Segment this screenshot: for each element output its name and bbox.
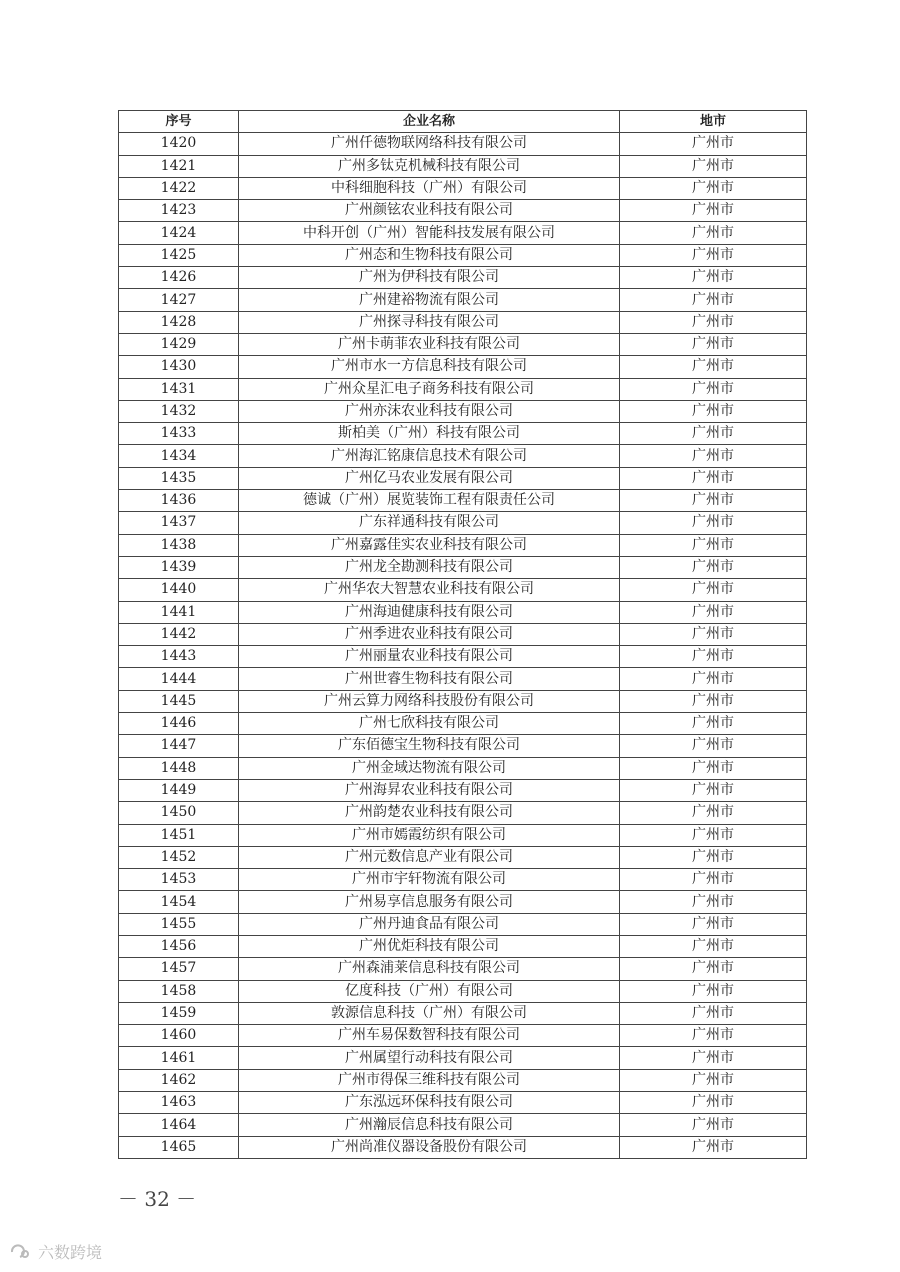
row-city: 广州市 (620, 512, 807, 534)
row-city: 广州市 (620, 222, 807, 244)
row-city: 广州市 (620, 802, 807, 824)
row-city: 广州市 (620, 289, 807, 311)
table-row (119, 1136, 807, 1158)
table-row (119, 177, 807, 199)
table-row (119, 311, 807, 333)
row-num: 1460 (119, 1025, 239, 1047)
row-company-name: 广州华农大智慧农业科技有限公司 (239, 579, 620, 601)
watermark-logo-icon (8, 1242, 32, 1262)
row-company-name: 广州云算力网络科技股份有限公司 (239, 690, 620, 712)
row-city: 广州市 (620, 1069, 807, 1091)
table-row (119, 980, 807, 1002)
row-company-name: 广州探寻科技有限公司 (239, 311, 620, 333)
row-num: 1423 (119, 200, 239, 222)
row-company-name: 广州元数信息产业有限公司 (239, 846, 620, 868)
row-num: 1428 (119, 311, 239, 333)
row-num: 1445 (119, 690, 239, 712)
row-num: 1444 (119, 668, 239, 690)
row-num: 1457 (119, 958, 239, 980)
row-company-name: 广州瀚辰信息科技有限公司 (239, 1114, 620, 1136)
row-city: 广州市 (620, 378, 807, 400)
row-city: 广州市 (620, 200, 807, 222)
row-city: 广州市 (620, 177, 807, 199)
row-city: 广州市 (620, 891, 807, 913)
table-row (119, 869, 807, 891)
row-city: 广州市 (620, 133, 807, 155)
row-num: 1449 (119, 779, 239, 801)
table-row (119, 289, 807, 311)
table-row (119, 1114, 807, 1136)
table-row (119, 1047, 807, 1069)
table-row (119, 490, 807, 512)
row-company-name: 德诚（广州）展览装饰工程有限责任公司 (239, 490, 620, 512)
row-city: 广州市 (620, 423, 807, 445)
row-city: 广州市 (620, 1114, 807, 1136)
row-city: 广州市 (620, 690, 807, 712)
row-company-name: 广东祥通科技有限公司 (239, 512, 620, 534)
page-number: － 32 － (118, 1187, 197, 1211)
table-row (119, 1092, 807, 1114)
row-city: 广州市 (620, 333, 807, 355)
table-row (119, 200, 807, 222)
header-name: 企业名称 (239, 111, 620, 133)
row-num: 1438 (119, 534, 239, 556)
row-company-name: 广州卡萌菲农业科技有限公司 (239, 333, 620, 355)
row-city: 广州市 (620, 913, 807, 935)
table-row (119, 601, 807, 623)
row-city: 广州市 (620, 155, 807, 177)
row-num: 1455 (119, 913, 239, 935)
table-row (119, 1025, 807, 1047)
row-city: 广州市 (620, 980, 807, 1002)
table-row (119, 846, 807, 868)
company-table (118, 110, 807, 1159)
row-num: 1420 (119, 133, 239, 155)
row-num: 1463 (119, 1092, 239, 1114)
row-city: 广州市 (620, 311, 807, 333)
row-city: 广州市 (620, 356, 807, 378)
row-city: 广州市 (620, 869, 807, 891)
row-company-name: 广州优炬科技有限公司 (239, 935, 620, 957)
row-company-name: 广州嘉露佳实农业科技有限公司 (239, 534, 620, 556)
table-row (119, 467, 807, 489)
row-num: 1441 (119, 601, 239, 623)
row-num: 1429 (119, 333, 239, 355)
row-num: 1443 (119, 646, 239, 668)
table-row (119, 646, 807, 668)
row-city: 广州市 (620, 824, 807, 846)
table-row (119, 1002, 807, 1024)
row-num: 1425 (119, 244, 239, 266)
row-company-name: 广州亦沫农业科技有限公司 (239, 400, 620, 422)
row-num: 1421 (119, 155, 239, 177)
row-city: 广州市 (620, 445, 807, 467)
row-city: 广州市 (620, 779, 807, 801)
row-company-name: 广州颜铉农业科技有限公司 (239, 200, 620, 222)
row-city: 广州市 (620, 267, 807, 289)
row-num: 1430 (119, 356, 239, 378)
row-num: 1424 (119, 222, 239, 244)
row-company-name: 广州海昇农业科技有限公司 (239, 779, 620, 801)
row-num: 1462 (119, 1069, 239, 1091)
row-company-name: 广州仟德物联网络科技有限公司 (239, 133, 620, 155)
row-num: 1434 (119, 445, 239, 467)
row-num: 1442 (119, 623, 239, 645)
row-num: 1465 (119, 1136, 239, 1158)
row-num: 1435 (119, 467, 239, 489)
table-row (119, 824, 807, 846)
row-company-name: 广州多钛克机械科技有限公司 (239, 155, 620, 177)
table-row (119, 690, 807, 712)
row-company-name: 广州为伊科技有限公司 (239, 267, 620, 289)
row-num: 1440 (119, 579, 239, 601)
row-city: 广州市 (620, 400, 807, 422)
row-city: 广州市 (620, 713, 807, 735)
table-header-row (119, 111, 807, 133)
row-city: 广州市 (620, 467, 807, 489)
table-row (119, 935, 807, 957)
table-row (119, 713, 807, 735)
table-row (119, 556, 807, 578)
table-row (119, 400, 807, 422)
row-company-name: 广州季进农业科技有限公司 (239, 623, 620, 645)
row-company-name: 广州世睿生物科技有限公司 (239, 668, 620, 690)
row-city: 广州市 (620, 601, 807, 623)
row-num: 1461 (119, 1047, 239, 1069)
table-row (119, 534, 807, 556)
row-company-name: 广州市嫣霞纺织有限公司 (239, 824, 620, 846)
table-row (119, 244, 807, 266)
row-company-name: 广州海迪健康科技有限公司 (239, 601, 620, 623)
table-row (119, 1069, 807, 1091)
row-city: 广州市 (620, 244, 807, 266)
row-city: 广州市 (620, 646, 807, 668)
row-company-name: 斯柏美（广州）科技有限公司 (239, 423, 620, 445)
table-row (119, 891, 807, 913)
row-city: 广州市 (620, 623, 807, 645)
table-row (119, 133, 807, 155)
row-company-name: 广州建裕物流有限公司 (239, 289, 620, 311)
row-num: 1453 (119, 869, 239, 891)
watermark-text: 六数跨境 (38, 1243, 103, 1262)
table-row (119, 757, 807, 779)
table-row (119, 623, 807, 645)
row-num: 1431 (119, 378, 239, 400)
table-row (119, 445, 807, 467)
row-num: 1433 (119, 423, 239, 445)
row-num: 1450 (119, 802, 239, 824)
table-row (119, 222, 807, 244)
row-city: 广州市 (620, 534, 807, 556)
row-company-name: 广州市宇轩物流有限公司 (239, 869, 620, 891)
row-city: 广州市 (620, 1092, 807, 1114)
table-row (119, 356, 807, 378)
row-company-name: 敦源信息科技（广州）有限公司 (239, 1002, 620, 1024)
row-company-name: 广州市得保三维科技有限公司 (239, 1069, 620, 1091)
row-num: 1426 (119, 267, 239, 289)
row-city: 广州市 (620, 1002, 807, 1024)
row-company-name: 广州车易保数智科技有限公司 (239, 1025, 620, 1047)
row-num: 1464 (119, 1114, 239, 1136)
row-company-name: 广州市水一方信息科技有限公司 (239, 356, 620, 378)
row-city: 广州市 (620, 735, 807, 757)
header-city: 地市 (620, 111, 807, 133)
row-city: 广州市 (620, 757, 807, 779)
table-body (119, 133, 807, 1159)
row-company-name: 广州海汇铭康信息技术有限公司 (239, 445, 620, 467)
row-num: 1456 (119, 935, 239, 957)
row-city: 广州市 (620, 490, 807, 512)
header-num: 序号 (119, 111, 239, 133)
row-company-name: 广州亿马农业发展有限公司 (239, 467, 620, 489)
table-row (119, 802, 807, 824)
row-company-name: 广州丹迪食品有限公司 (239, 913, 620, 935)
row-company-name: 广州韵楚农业科技有限公司 (239, 802, 620, 824)
row-company-name: 广州森浦莱信息科技有限公司 (239, 958, 620, 980)
row-company-name: 广州属望行动科技有限公司 (239, 1047, 620, 1069)
row-city: 广州市 (620, 958, 807, 980)
row-num: 1447 (119, 735, 239, 757)
row-company-name: 广州丽量农业科技有限公司 (239, 646, 620, 668)
row-num: 1437 (119, 512, 239, 534)
row-num: 1448 (119, 757, 239, 779)
row-company-name: 广州金域达物流有限公司 (239, 757, 620, 779)
row-city: 广州市 (620, 1136, 807, 1158)
row-company-name: 广州龙全勘测科技有限公司 (239, 556, 620, 578)
row-num: 1458 (119, 980, 239, 1002)
row-num: 1451 (119, 824, 239, 846)
table-row (119, 668, 807, 690)
table-row (119, 267, 807, 289)
row-num: 1446 (119, 713, 239, 735)
row-num: 1439 (119, 556, 239, 578)
table-row (119, 333, 807, 355)
row-city: 广州市 (620, 1047, 807, 1069)
row-company-name: 广州七欣科技有限公司 (239, 713, 620, 735)
row-num: 1454 (119, 891, 239, 913)
watermark (8, 1240, 102, 1263)
row-city: 广州市 (620, 935, 807, 957)
row-company-name: 广州态和生物科技有限公司 (239, 244, 620, 266)
row-city: 广州市 (620, 579, 807, 601)
table-row (119, 512, 807, 534)
row-city: 广州市 (620, 1025, 807, 1047)
table-row (119, 423, 807, 445)
row-num: 1432 (119, 400, 239, 422)
table-row (119, 735, 807, 757)
table-row (119, 378, 807, 400)
row-company-name: 广州易享信息服务有限公司 (239, 891, 620, 913)
table-row (119, 579, 807, 601)
row-city: 广州市 (620, 846, 807, 868)
row-num: 1427 (119, 289, 239, 311)
row-company-name: 广东泓远环保科技有限公司 (239, 1092, 620, 1114)
row-company-name: 广东佰德宝生物科技有限公司 (239, 735, 620, 757)
row-num: 1452 (119, 846, 239, 868)
table-row (119, 779, 807, 801)
row-city: 广州市 (620, 556, 807, 578)
row-company-name: 中科开创（广州）智能科技发展有限公司 (239, 222, 620, 244)
row-city: 广州市 (620, 668, 807, 690)
row-num: 1436 (119, 490, 239, 512)
row-num: 1459 (119, 1002, 239, 1024)
table-row (119, 958, 807, 980)
row-num: 1422 (119, 177, 239, 199)
table-row (119, 155, 807, 177)
table-row (119, 913, 807, 935)
row-company-name: 亿度科技（广州）有限公司 (239, 980, 620, 1002)
row-company-name: 广州尚准仪器设备股份有限公司 (239, 1136, 620, 1158)
row-company-name: 广州众星汇电子商务科技有限公司 (239, 378, 620, 400)
row-company-name: 中科细胞科技（广州）有限公司 (239, 177, 620, 199)
